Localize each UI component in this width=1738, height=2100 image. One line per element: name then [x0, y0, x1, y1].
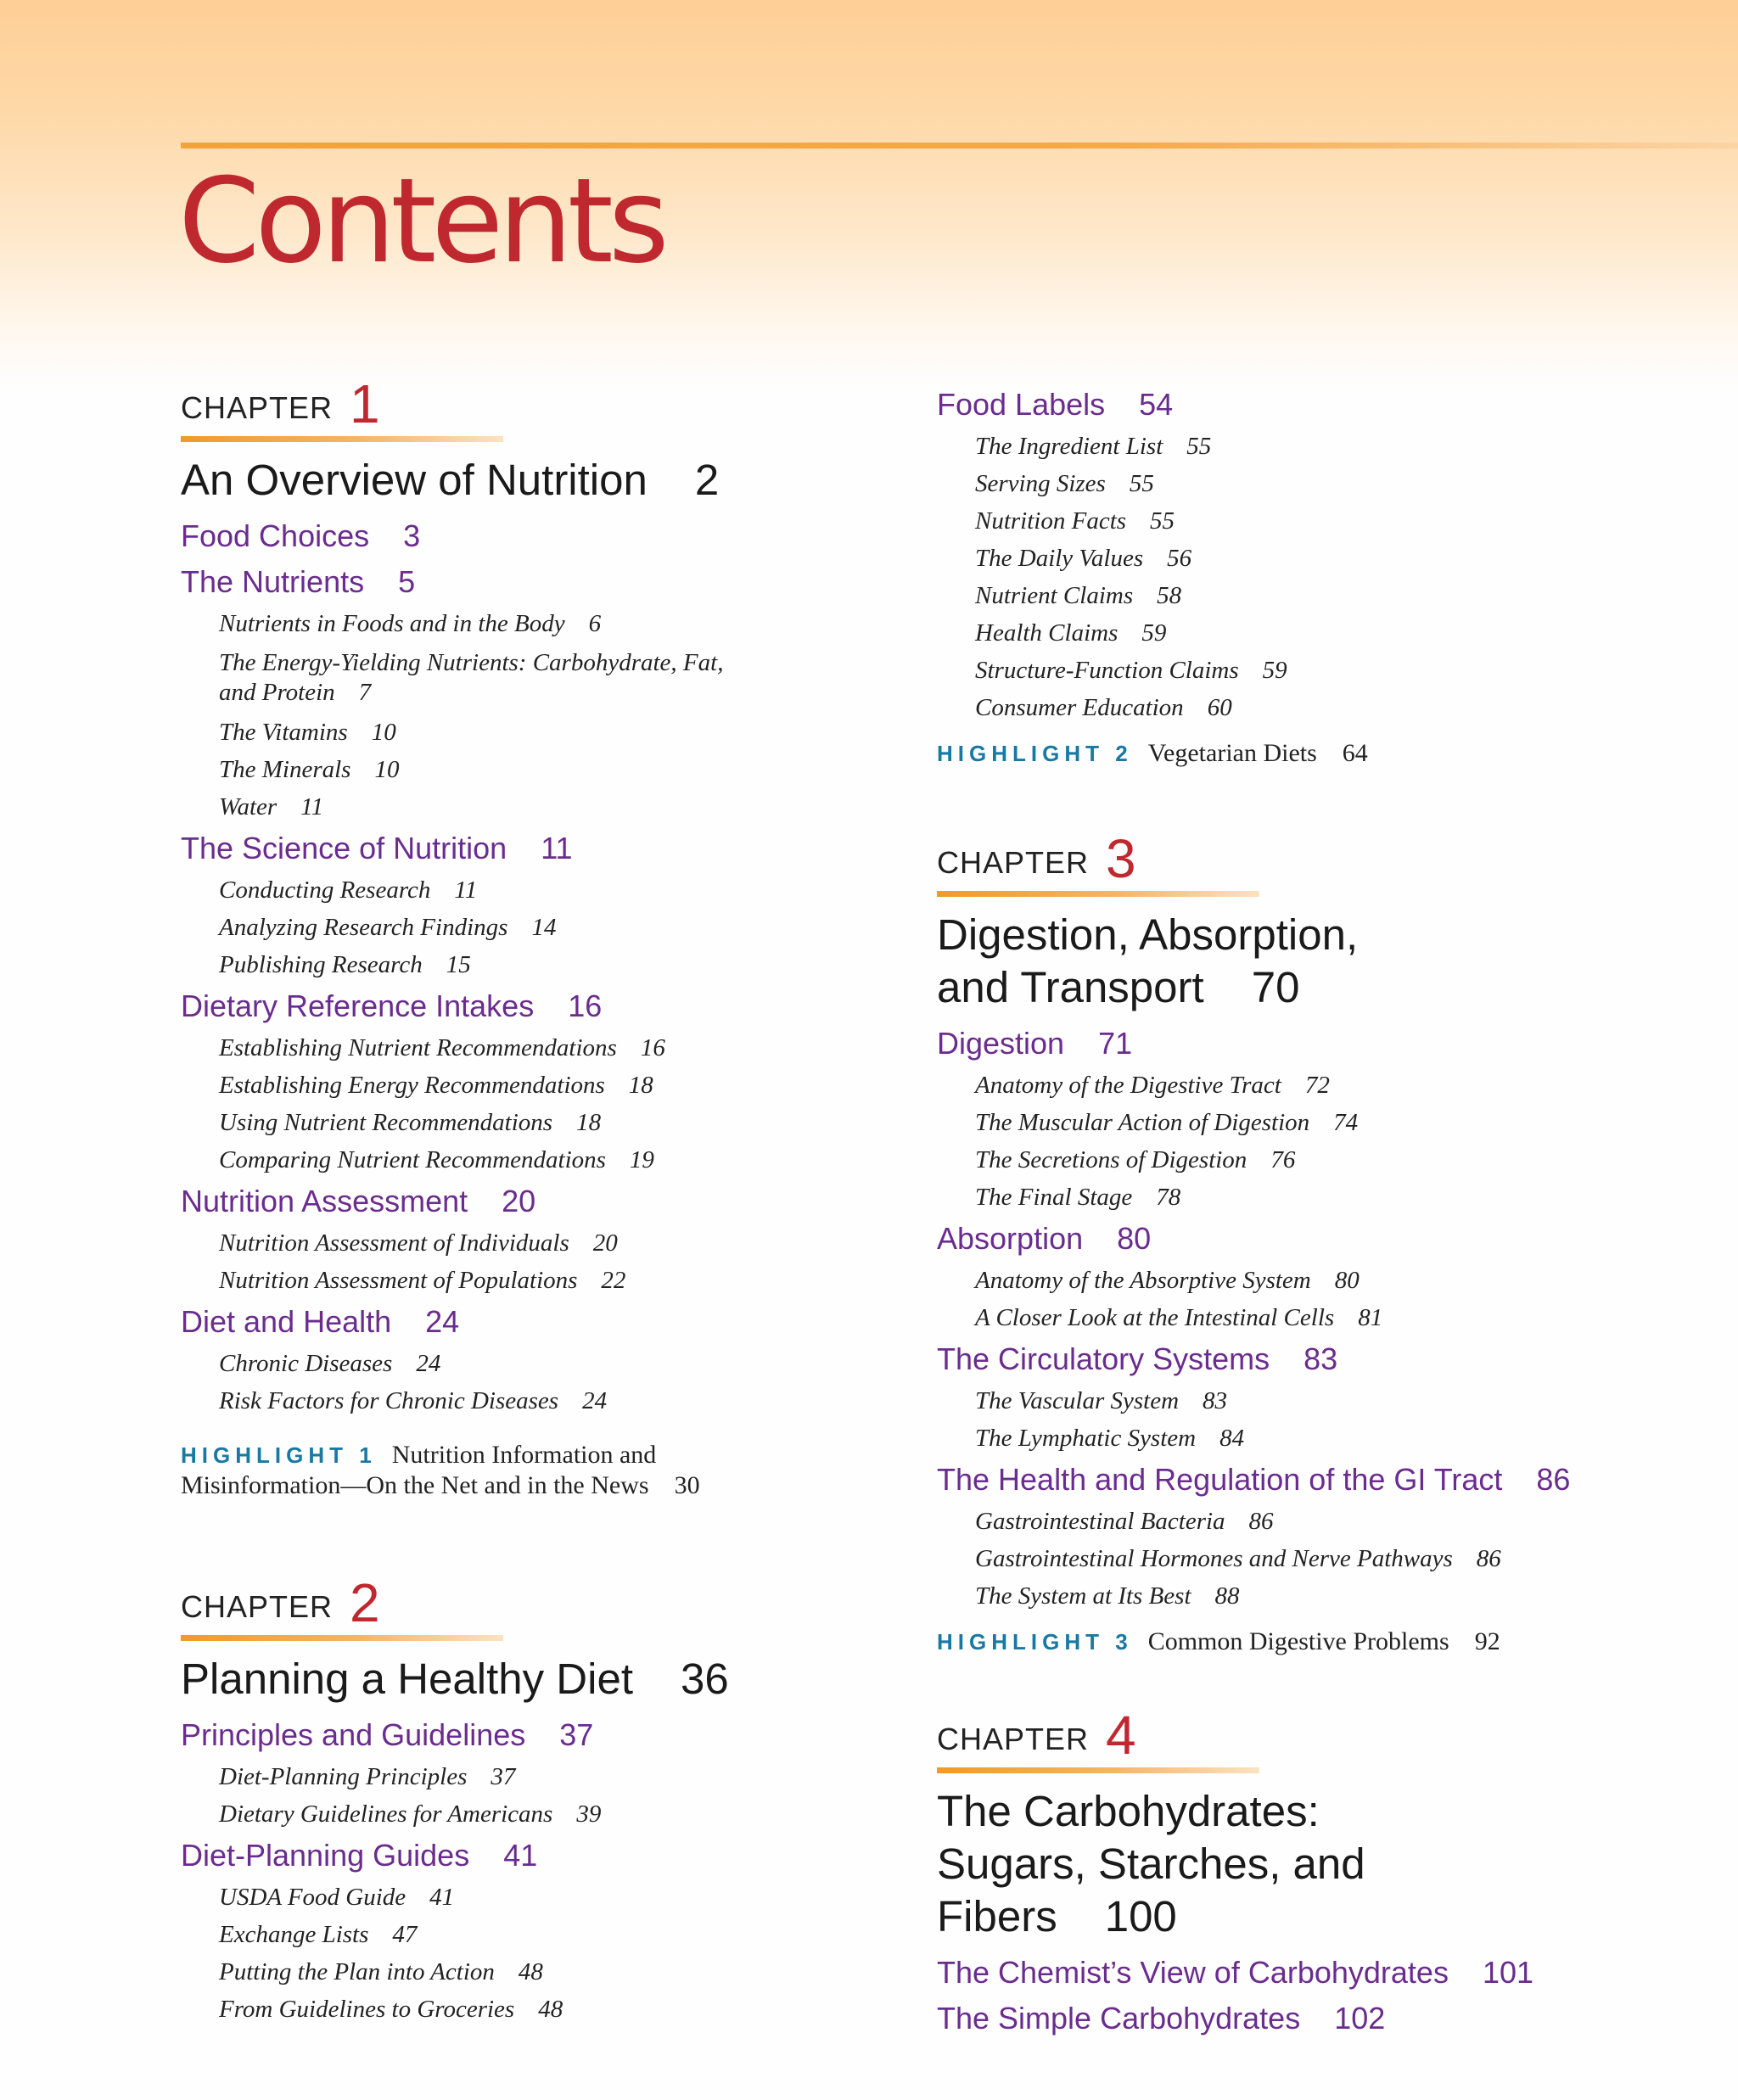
subsection-page: 72: [1304, 1072, 1330, 1099]
subsection-title: Health Claims: [975, 619, 1118, 647]
chapter-spacer: [937, 1657, 1701, 1705]
section-page: 11: [541, 831, 573, 865]
subsection-page: 83: [1203, 1387, 1228, 1414]
subsection-page: 37: [491, 1763, 516, 1790]
section-entry[interactable]: [937, 1457, 1701, 1503]
subsection-title: Chronic Diseases: [219, 1350, 393, 1377]
chapter-2: [181, 1572, 826, 2028]
subsection-title: The Energy-Yielding Nutrients: Carbohydrate, Fat, and Protein: [219, 649, 724, 706]
section-title: The Science of Nutrition: [181, 831, 507, 865]
chapter-3: [937, 828, 1701, 1657]
subsection-entry[interactable]: [975, 465, 1701, 502]
chapter-4: [937, 1705, 1701, 2041]
subsection-page: 19: [629, 1146, 654, 1173]
highlight-page: 92: [1474, 1627, 1500, 1655]
subsection-page: 11: [454, 876, 478, 904]
chapter-page: 36: [681, 1655, 729, 1703]
subsection-page: 6: [588, 610, 602, 637]
chapter-number: 2: [350, 1572, 380, 1633]
subsection-title: Nutrition Facts: [975, 507, 1127, 535]
chapter-page: 2: [694, 456, 720, 504]
section-title: Diet-Planning Guides: [181, 1838, 470, 1873]
section-entry[interactable]: [181, 1833, 826, 1879]
section-entry[interactable]: [181, 983, 826, 1029]
subsection-page: 11: [300, 793, 324, 820]
subsection-entry[interactable]: [219, 605, 826, 642]
subsection-entry[interactable]: [975, 614, 1701, 652]
subsection-entry[interactable]: [975, 1382, 1701, 1420]
chapter-page: 70: [1251, 963, 1300, 1011]
highlight-number: 2: [1115, 741, 1133, 766]
section-title: Nutrition Assessment: [181, 1184, 468, 1218]
highlight-page: 30: [674, 1471, 700, 1499]
subsection-page: 48: [518, 1958, 543, 1985]
subsection-entry[interactable]: [975, 502, 1701, 540]
subsection-page: 41: [429, 1884, 455, 1911]
subsection-title: Using Nutrient Recommendations: [219, 1109, 553, 1136]
subsection-entry[interactable]: [975, 1067, 1701, 1104]
highlight-label: [181, 1442, 377, 1468]
subsection-page: 86: [1248, 1508, 1274, 1535]
section-entry[interactable]: [937, 1950, 1701, 1996]
chapter-title[interactable]: [937, 1785, 1480, 1943]
subsection-title: Conducting Research: [219, 876, 431, 904]
subsection-page: 59: [1262, 657, 1287, 684]
chapter-label: [937, 828, 1701, 889]
subsection-page: 16: [640, 1034, 665, 1061]
chapter-title-text: An Overview of Nutrition: [181, 456, 648, 504]
toc-column-left: [181, 373, 826, 2028]
subsection-title: Serving Sizes: [975, 470, 1106, 497]
highlight-label: [937, 1629, 1133, 1655]
section-page: 54: [1139, 387, 1174, 422]
subsection-page: 86: [1476, 1545, 1501, 1572]
section-title: Food Labels: [937, 387, 1106, 422]
subsection-entry[interactable]: [219, 1029, 826, 1067]
header-rule: [181, 143, 1738, 148]
highlight-entry[interactable]: [937, 1627, 1701, 1657]
subsection-entry[interactable]: [219, 1953, 826, 1991]
subsection-page: 84: [1219, 1425, 1245, 1452]
toc-column-right: [937, 382, 1701, 2041]
subsection-title: Analyzing Research Findings: [219, 914, 508, 941]
section-entry[interactable]: [937, 1021, 1701, 1067]
section-entry[interactable]: [937, 1216, 1701, 1262]
chapter-2-continued: [937, 382, 1701, 769]
subsection-title: Diet-Planning Principles: [219, 1763, 468, 1790]
section-page: 37: [559, 1717, 594, 1752]
subsection-title: The Secretions of Digestion: [975, 1146, 1247, 1173]
subsection-title: The Ingredient List: [975, 433, 1163, 460]
section-page: 80: [1117, 1221, 1152, 1256]
subsection-title: Gastrointestinal Hormones and Nerve Pathways: [975, 1545, 1453, 1572]
chapter-page: 100: [1104, 1892, 1177, 1940]
highlight-page: 64: [1342, 739, 1368, 767]
subsection-entry[interactable]: [975, 1299, 1701, 1336]
section-page: 5: [398, 564, 416, 599]
subsection-title: The Muscular Action of Digestion: [975, 1109, 1310, 1136]
subsection-title: The Vitamins: [219, 719, 348, 746]
subsection-page: 10: [371, 719, 396, 746]
subsection-entry[interactable]: [975, 689, 1701, 726]
subsection-title: The System at Its Best: [975, 1582, 1191, 1610]
subsection-entry[interactable]: [219, 1991, 826, 2028]
subsection-entry[interactable]: [219, 788, 826, 826]
subsection-title: Establishing Energy Recommendations: [219, 1072, 605, 1099]
chapter-word: CHAPTER: [181, 1589, 334, 1624]
chapter-word: CHAPTER: [937, 1722, 1090, 1756]
subsection-page: 7: [358, 679, 372, 706]
subsection-page: 74: [1333, 1109, 1359, 1136]
subsection-page: 18: [628, 1072, 653, 1099]
chapter-title-text: The Carbohydrates: Sugars, Starches, and Fibers: [937, 1787, 1365, 1940]
section-title: Principles and Guidelines: [181, 1717, 526, 1752]
section-title: The Simple Carbohydrates: [937, 2001, 1301, 2036]
subsection-title: The Minerals: [219, 756, 351, 783]
subsection-page: 20: [592, 1229, 618, 1257]
subsection-title: Risk Factors for Chronic Diseases: [219, 1387, 559, 1414]
subsection-title: Exchange Lists: [219, 1921, 369, 1948]
subsection-title: Consumer Education: [975, 694, 1184, 721]
subsection-entry[interactable]: [975, 1577, 1701, 1615]
section-entry[interactable]: [181, 1299, 826, 1345]
section-title: The Chemist’s View of Carbohydrates: [937, 1955, 1449, 1990]
subsection-entry[interactable]: [219, 1916, 826, 1953]
highlight-title: Vegetarian Diets: [1147, 739, 1317, 767]
subsection-entry[interactable]: [219, 871, 826, 909]
section-page: 24: [425, 1304, 460, 1339]
chapter-1: [181, 373, 826, 1501]
subsection-entry[interactable]: [975, 428, 1701, 465]
subsection-title: A Closer Look at the Intestinal Cells: [975, 1304, 1335, 1331]
subsection-page: 55: [1129, 470, 1154, 497]
section-title: Dietary Reference Intakes: [181, 988, 535, 1023]
section-entry[interactable]: [181, 1712, 826, 1758]
section-entry[interactable]: [937, 382, 1701, 428]
subsection-page: 24: [416, 1350, 441, 1377]
subsection-page: 76: [1270, 1146, 1296, 1173]
chapter-title[interactable]: [181, 454, 826, 507]
section-title: The Circulatory Systems: [937, 1341, 1270, 1376]
section-title: The Nutrients: [181, 564, 365, 599]
highlight-title: Common Digestive Problems: [1147, 1627, 1449, 1655]
chapter-number: 1: [350, 373, 380, 434]
section-page: 101: [1482, 1955, 1534, 1990]
subsection-title: Anatomy of the Digestive Tract: [975, 1072, 1281, 1099]
section-entry[interactable]: [937, 1336, 1701, 1382]
subsection-page: 14: [531, 914, 557, 941]
subsection-title: The Vascular System: [975, 1387, 1180, 1414]
subsection-title: Gastrointestinal Bacteria: [975, 1508, 1225, 1535]
subsection-title: Nutrient Claims: [975, 582, 1134, 609]
subsection-entry[interactable]: [975, 1104, 1701, 1141]
section-entry[interactable]: [181, 826, 826, 871]
subsection-title: Nutrition Assessment of Populations: [219, 1267, 578, 1294]
subsection-entry[interactable]: [975, 652, 1701, 689]
subsection-page: 55: [1150, 507, 1175, 535]
subsection-page: 78: [1156, 1184, 1181, 1211]
chapter-title[interactable]: [181, 1653, 826, 1705]
page-title: Contents: [178, 153, 664, 289]
subsection-entry[interactable]: [219, 1104, 826, 1141]
section-title: Food Choices: [181, 518, 370, 553]
subsection-entry[interactable]: [975, 540, 1701, 577]
subsection-entry[interactable]: [219, 946, 826, 983]
section-page: 71: [1098, 1026, 1133, 1061]
chapter-spacer: [937, 769, 1701, 828]
subsection-title: Structure-Function Claims: [975, 657, 1239, 684]
subsection-page: 81: [1358, 1304, 1383, 1331]
subsection-page: 55: [1186, 433, 1212, 460]
highlight-entry[interactable]: [181, 1440, 766, 1501]
section-page: 3: [403, 518, 421, 553]
subsection-entry[interactable]: [219, 1141, 826, 1179]
subsection-title: Water: [219, 793, 278, 820]
subsection-entry[interactable]: [975, 1262, 1701, 1299]
subsection-page: 15: [446, 951, 471, 978]
section-entry[interactable]: [937, 1996, 1701, 2041]
section-entry[interactable]: [181, 1179, 826, 1224]
subsection-entry[interactable]: [219, 1067, 826, 1104]
chapter-label: [181, 373, 826, 434]
subsection-entry[interactable]: [219, 1879, 826, 1916]
highlight-word: HIGHLIGHT: [937, 741, 1104, 766]
subsection-title: The Lymphatic System: [975, 1425, 1197, 1452]
subsection-entry[interactable]: [219, 1224, 826, 1262]
subsection-page: 60: [1207, 694, 1232, 721]
subsection-title: From Guidelines to Groceries: [219, 1996, 515, 2023]
subsection-title: The Daily Values: [975, 545, 1144, 572]
subsection-page: 18: [576, 1109, 602, 1136]
section-title: Digestion: [937, 1026, 1065, 1061]
subsection-page: 47: [392, 1921, 418, 1948]
subsection-title: Dietary Guidelines for Americans: [219, 1800, 553, 1828]
subsection-entry[interactable]: [975, 1179, 1701, 1216]
subsection-page: 56: [1167, 545, 1192, 572]
highlight-number: 3: [1115, 1629, 1133, 1655]
chapter-rule: [181, 436, 503, 442]
section-page: 83: [1304, 1341, 1338, 1376]
subsection-entry[interactable]: [219, 714, 826, 751]
subsection-title: Nutrition Assessment of Individuals: [219, 1229, 569, 1257]
subsection-title: The Final Stage: [975, 1184, 1133, 1211]
chapter-title-text: Digestion, Absorption, and Transport: [937, 910, 1359, 1011]
chapter-word: CHAPTER: [937, 845, 1090, 880]
subsection-entry[interactable]: [975, 1503, 1701, 1540]
subsection-title: Nutrients in Foods and in the Body: [219, 610, 565, 637]
section-page: 102: [1334, 2001, 1386, 2036]
subsection-title: USDA Food Guide: [219, 1884, 406, 1911]
subsection-entry[interactable]: [975, 1420, 1701, 1457]
chapter-word: CHAPTER: [181, 390, 334, 425]
subsection-entry[interactable]: [219, 1262, 826, 1299]
section-title: Diet and Health: [181, 1304, 392, 1339]
subsection-entry[interactable]: [219, 642, 728, 714]
chapter-rule: [937, 1767, 1259, 1773]
chapter-rule: [937, 891, 1259, 897]
highlight-title: Nutrition Information and Misinformation—On the Net and in the News: [181, 1441, 657, 1499]
subsection-page: 88: [1214, 1582, 1240, 1610]
subsection-page: 24: [582, 1387, 608, 1414]
subsection-entry[interactable]: [219, 751, 826, 788]
subsection-page: 80: [1334, 1267, 1360, 1294]
section-title: The Health and Regulation of the GI Tract: [937, 1462, 1503, 1497]
section-page: 86: [1536, 1462, 1571, 1497]
subsection-page: 10: [374, 756, 400, 783]
subsection-title: Anatomy of the Absorptive System: [975, 1267, 1311, 1294]
section-entry[interactable]: [181, 559, 826, 605]
chapter-title-text: Planning a Healthy Diet: [181, 1655, 633, 1703]
subsection-page: 39: [576, 1800, 602, 1828]
chapter-rule: [181, 1635, 503, 1641]
chapter-title[interactable]: [937, 909, 1412, 1014]
highlight-label: [937, 741, 1133, 766]
section-entry[interactable]: [181, 513, 826, 559]
highlight-word: HIGHLIGHT: [181, 1442, 348, 1468]
highlight-word: HIGHLIGHT: [937, 1629, 1104, 1655]
subsection-page: 58: [1157, 582, 1182, 609]
subsection-entry[interactable]: [975, 577, 1701, 614]
highlight-number: 1: [359, 1442, 377, 1468]
subsection-entry[interactable]: [219, 1795, 826, 1833]
chapter-spacer: [181, 1501, 826, 1572]
chapter-label: [181, 1572, 826, 1633]
subsection-page: 59: [1141, 619, 1167, 647]
subsection-entry[interactable]: [219, 1345, 826, 1382]
subsection-entry[interactable]: [219, 909, 826, 946]
highlight-entry[interactable]: [937, 738, 1701, 769]
subsection-entry[interactable]: [219, 1382, 826, 1420]
subsection-page: 22: [601, 1267, 626, 1294]
subsection-page: 48: [538, 1996, 563, 2023]
chapter-label: [937, 1705, 1701, 1766]
chapter-number: 4: [1106, 1705, 1136, 1766]
chapter-number: 3: [1106, 828, 1136, 889]
section-page: 16: [568, 988, 603, 1023]
section-page: 41: [503, 1838, 538, 1873]
subsection-entry[interactable]: [975, 1141, 1701, 1179]
section-page: 20: [502, 1184, 536, 1218]
subsection-title: Putting the Plan into Action: [219, 1958, 495, 1985]
subsection-title: Establishing Nutrient Recommendations: [219, 1034, 617, 1061]
subsection-title: Comparing Nutrient Recommendations: [219, 1146, 606, 1173]
subsection-entry[interactable]: [975, 1540, 1701, 1577]
subsection-title: Publishing Research: [219, 951, 423, 978]
subsection-entry[interactable]: [219, 1758, 826, 1795]
section-title: Absorption: [937, 1221, 1084, 1256]
